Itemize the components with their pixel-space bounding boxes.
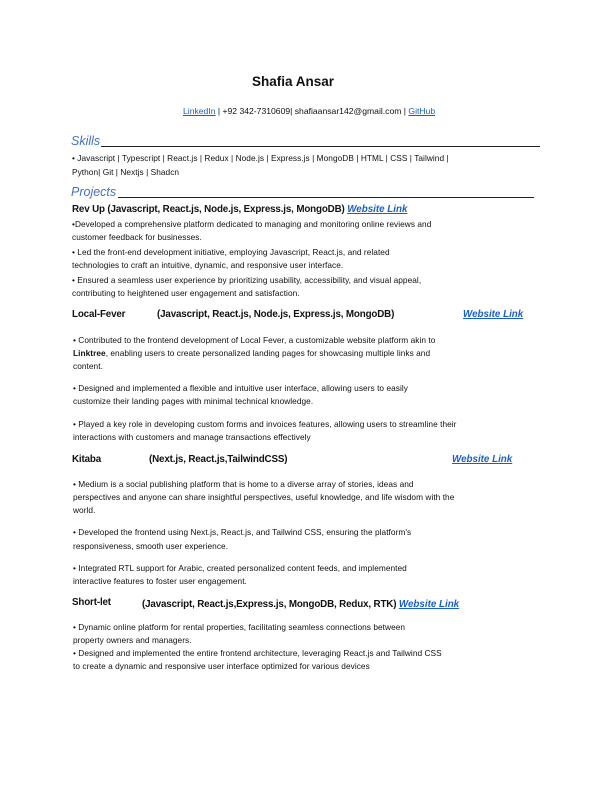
project-name: Rev Up (72, 204, 105, 215)
project-tech: (Javascript, React.js,Express.js, MongoDB, Redux, RTK) (142, 599, 399, 610)
bullet-line: content. (73, 361, 103, 371)
projects-rule (118, 197, 534, 198)
project-tech: (Javascript, React.js, Node.js, Express.js, MongoDB) (157, 309, 395, 320)
bullet-line: • Designed and implemented the entire frontend architecture, leveraging React.js and Tailwind CSS (73, 648, 442, 658)
github-link[interactable]: GitHub (408, 106, 436, 116)
website-link[interactable]: Website Link (347, 204, 408, 215)
project-tech-line (142, 597, 459, 611)
project-title-revup (72, 202, 407, 216)
project-name: Short-let (72, 597, 111, 608)
skills-heading: Skills (71, 134, 101, 148)
website-link[interactable]: Website Link (463, 309, 524, 320)
bullet-line: responsiveness, smooth user experience. (73, 541, 229, 551)
bullet-line: • Played a key role in developing custom forms and invoices features, allowing users to streamline their (73, 419, 457, 429)
bullet-text: , enabling users to create personalized landing pages for showcasing multiple links and (105, 348, 431, 358)
bullet-line: • Contributed to the frontend development of Local Fever, a customizable website platform akin to (73, 335, 436, 345)
contact-line (183, 105, 435, 117)
bullet-line: • Designed and implemented a flexible and intuitive user interface, allowing users to easily (73, 383, 408, 393)
bullet-line: world. (73, 505, 96, 515)
bullet-line: • Led the front-end development initiative, employing Javascript, React.js, and related (72, 247, 390, 257)
skills-line: Python| Git | Nextjs | Shadcn (72, 167, 180, 177)
linktree-bold: Linktree (73, 348, 106, 358)
bullet-line: technologies to craft an intuitive, dynamic, and responsive user interface. (72, 260, 344, 270)
candidate-name: Shafia Ansar (252, 74, 335, 89)
bullet-line: •Developed a comprehensive platform dedicated to managing and monitoring online reviews and (72, 219, 432, 229)
bullet-line: perspectives and anyone can share insightful perspectives, useful knowledge, and life wisdom with the (73, 492, 455, 502)
bullet-line: • Integrated RTL support for Arabic, created personalized content feeds, and implemented (73, 563, 407, 573)
website-link[interactable]: Website Link (398, 599, 460, 610)
project-tech: (Next.js, React.js,TailwindCSS) (149, 454, 288, 465)
project-name: Kitaba (72, 454, 102, 465)
bullet-line: • Ensured a seamless user experience by prioritizing usability, accessibility, and visual appeal, (72, 275, 422, 285)
contact-details: | +92 342-7310609| shafiaansar142@gmail.com | (215, 106, 409, 116)
bullet-line: contributing to heightened user engagement and satisfaction. (72, 288, 300, 298)
skills-line: • Javascript | Typescript | React.js | Redux | Node.js | Express.js | MongoDB | HTML | CSS | Tailwind | (72, 153, 449, 163)
bullet-line (73, 347, 430, 359)
bullet-line: • Medium is a social publishing platform that is home to a diverse array of stories, ideas and (73, 479, 414, 489)
project-name: Local-Fever (72, 309, 126, 320)
bullet-line: customize their landing pages with minimal technical knowledge. (73, 396, 314, 406)
bullet-line: property owners and managers. (73, 635, 192, 645)
bullet-line: to create a dynamic and responsive user interface optimized for various devices (73, 661, 370, 671)
skills-rule (101, 146, 540, 147)
bullet-line: • Dynamic online platform for rental properties, facilitating seamless connections between (73, 622, 406, 632)
bullet-line: interactions with customers and manage transactions effectively (73, 432, 311, 442)
project-tech: (Javascript, React.js, Node.js, Express.js, MongoDB) (104, 204, 348, 215)
bullet-line: interactive features to foster user engagement. (73, 576, 247, 586)
linkedin-link[interactable]: LinkedIn (183, 106, 216, 116)
projects-heading: Projects (71, 185, 117, 199)
website-link[interactable]: Website Link (452, 454, 513, 465)
bullet-line: customer feedback for businesses. (72, 232, 202, 242)
bullet-line: • Developed the frontend using Next.js, React.js, and Tailwind CSS, ensuring the platform's (73, 527, 412, 537)
